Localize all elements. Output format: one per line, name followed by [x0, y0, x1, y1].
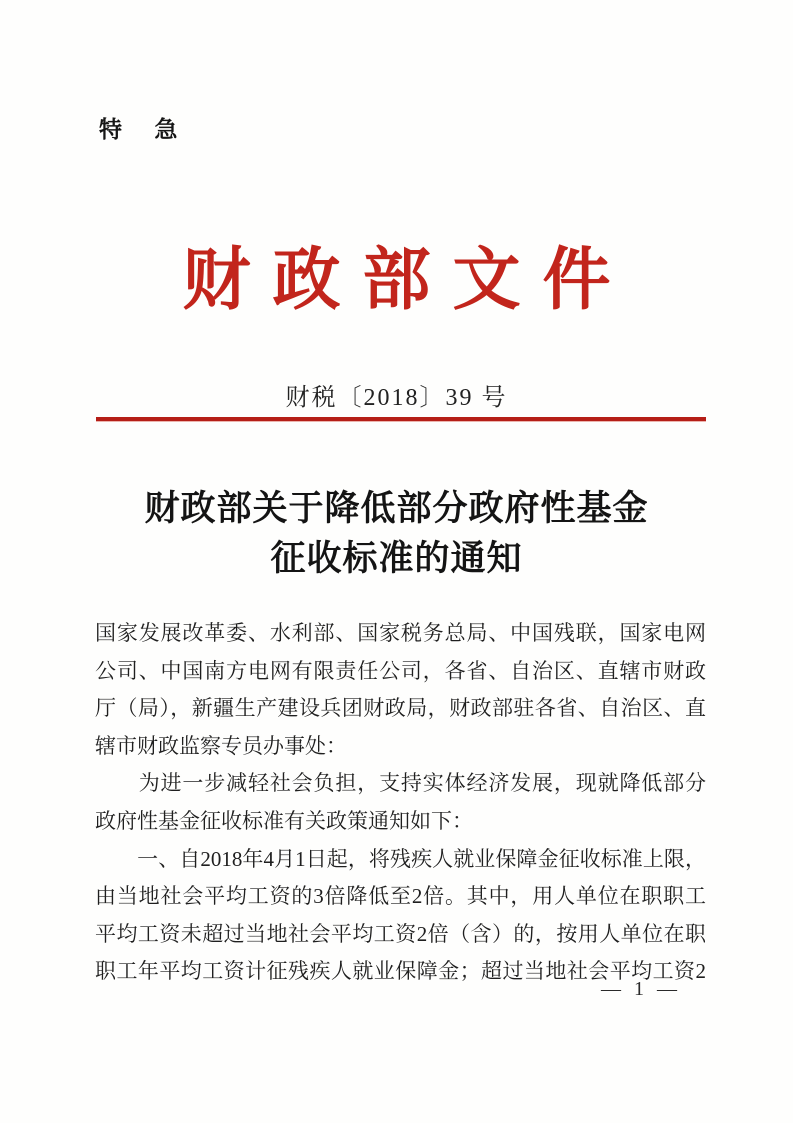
body-line: 国家发展改革委、水利部、国家税务总局、中国残联，国家电网	[95, 621, 706, 645]
body-line: 职工年平均工资计征残疾人就业保障金；超过当地社会平均工资2	[95, 959, 706, 984]
body-line: 公司、中国南方电网有限责任公司，各省、自治区、直辖市财政	[95, 658, 706, 683]
body-line: 平均工资未超过当地社会平均工资2倍（含）的，按用人单位在职	[95, 921, 706, 946]
doc-number: 财税〔2018〕39 号	[285, 385, 508, 411]
body-line: 辖市财政监察专员办事处：	[95, 733, 347, 758]
document-title-line2: 征收标准的通知	[270, 539, 523, 578]
body-line: 为进一步减轻社会负担，支持实体经济发展，现就降低部分	[95, 771, 706, 796]
page-number: — 1 —	[601, 978, 681, 1000]
document-title-line1: 财政部关于降低部分政府性基金	[144, 489, 649, 528]
body-line: 厅（局），新疆生产建设兵团财政局，财政部驻各省、自治区、直	[95, 696, 706, 721]
letterhead-title: 财政部文件	[182, 242, 633, 318]
body-line: 一、自2018年4月1日起，将残疾人就业保障金征收标准上限，	[95, 846, 706, 871]
urgency-label: 特 急	[99, 116, 191, 142]
document-body	[95, 615, 706, 991]
body-line: 由当地社会平均工资的3倍降低至2倍。其中，用人单位在职职工	[95, 884, 706, 909]
red-divider	[96, 417, 706, 421]
document-title	[0, 484, 793, 584]
body-line: 政府性基金征收标准有关政策通知如下：	[95, 808, 473, 833]
